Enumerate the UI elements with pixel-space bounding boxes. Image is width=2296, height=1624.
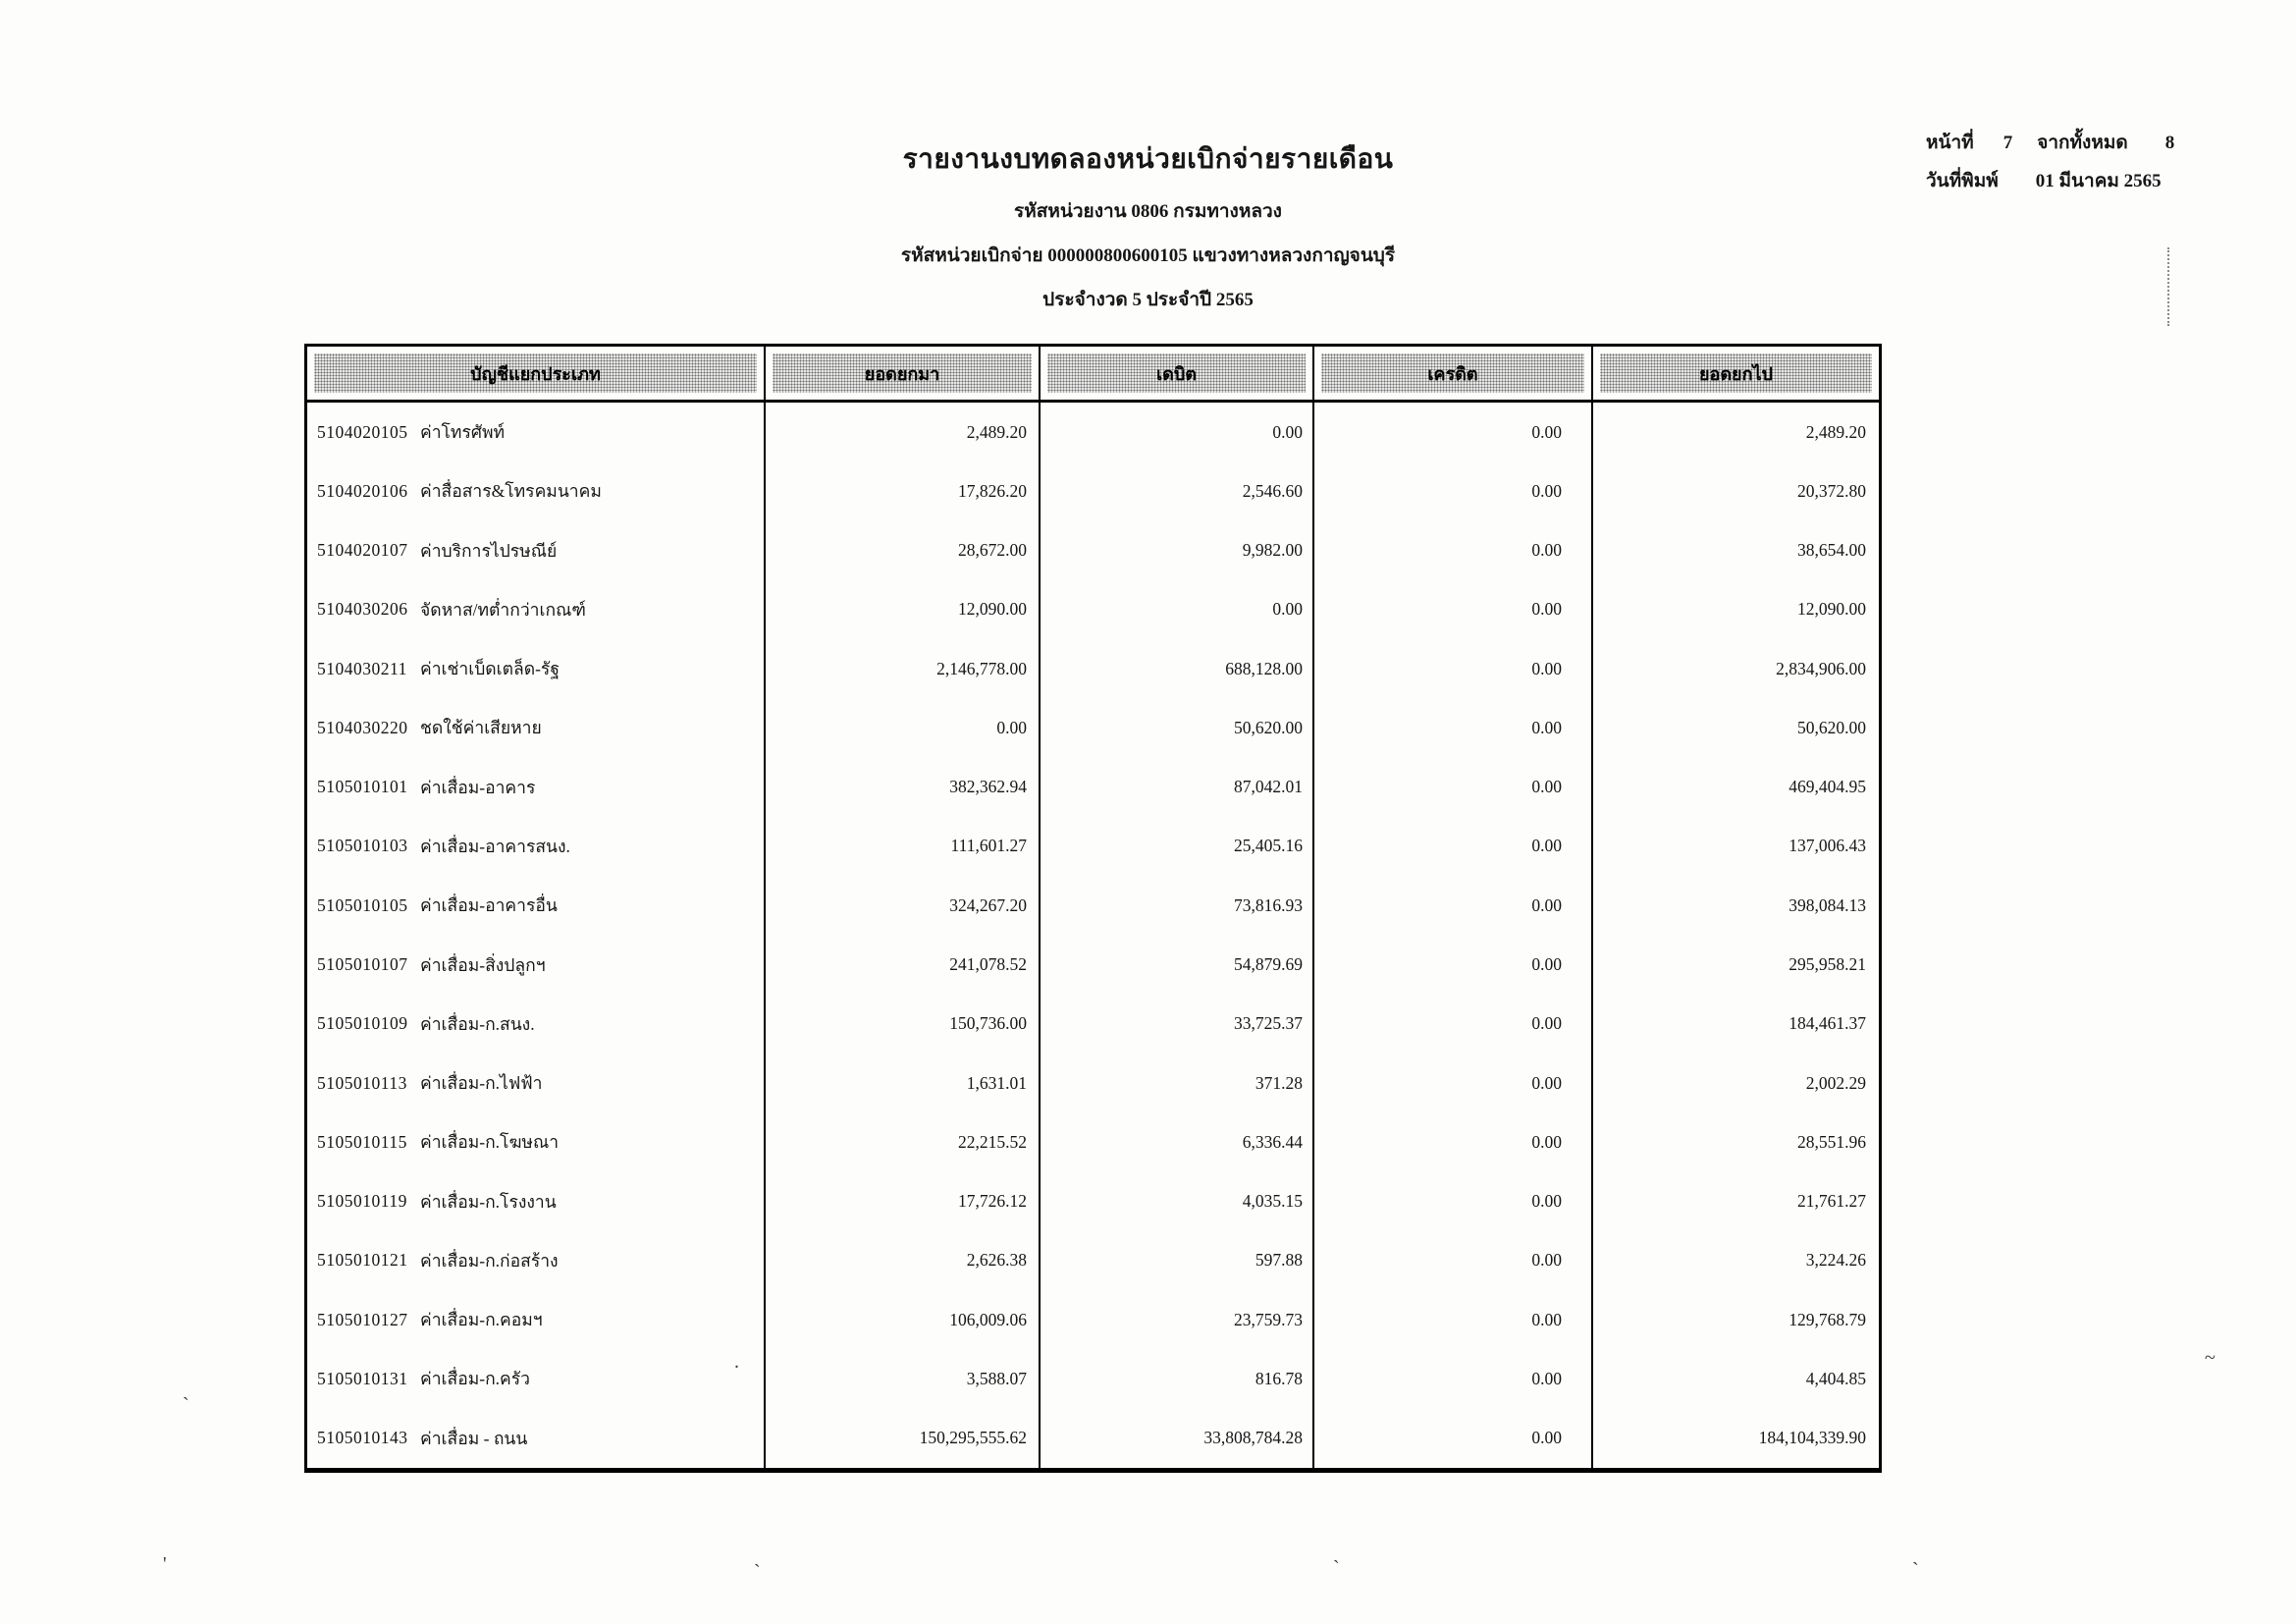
credit-cell: 0.00 (1314, 1290, 1593, 1349)
table-row (307, 758, 1879, 817)
scan-mark: ` (1333, 1557, 1340, 1579)
account-cell (307, 1409, 766, 1468)
debit-cell: 371.28 (1041, 1054, 1314, 1112)
header-cell-balance-bf (766, 347, 1041, 400)
account-code: 5105010105 (317, 894, 408, 915)
credit-cell: 0.00 (1314, 461, 1593, 520)
balance-carried-forward-cell: 2,489.20 (1805, 421, 1866, 442)
debit-cell: 0.00 (1041, 580, 1314, 639)
scan-mark: ' (163, 1553, 167, 1575)
balance-carried-forward-cell: 137,006.43 (1789, 836, 1866, 856)
debit-cell: 73,816.93 (1041, 876, 1314, 935)
account-name: ค่าเสื่อม-ก.โฆษณา (420, 1132, 560, 1153)
scan-dotted-edge (2167, 247, 2169, 326)
balance-carried-forward-cell: 398,084.13 (1789, 894, 1866, 915)
table-row (307, 1409, 1879, 1468)
credit-cell: 0.00 (1314, 1349, 1593, 1408)
balance-carried-forward-cell: 3,224.26 (1805, 1250, 1866, 1271)
debit-cell: 50,620.00 (1041, 698, 1314, 757)
account-name: ค่าเสื่อม-ก.คอมฯ (420, 1310, 543, 1330)
table-row (307, 521, 1879, 580)
credit-cell: 0.00 (1314, 1409, 1593, 1468)
account-cell (307, 876, 766, 935)
balance-brought-forward-cell: 28,672.00 (766, 521, 1041, 580)
credit-cell: 0.00 (1314, 521, 1593, 580)
balance-brought-forward-cell: 3,588.07 (766, 1349, 1041, 1408)
balance-brought-forward-cell: 17,826.20 (766, 461, 1041, 520)
table-body (304, 403, 1882, 1473)
debit-cell: 87,042.01 (1041, 758, 1314, 817)
balance-brought-forward-cell: 324,267.20 (766, 876, 1041, 935)
table-row (307, 1112, 1879, 1171)
account-name: ค่าเช่าเบ็ดเตล็ด-รัฐ (420, 659, 560, 679)
credit-cell: 0.00 (1314, 403, 1593, 461)
period-line: ประจำงวด 5 ประจำปี 2565 (1042, 290, 1254, 310)
account-code: 5104020107 (317, 540, 408, 561)
account-name: จัดหาส/ทต่ำกว่าเกณฑ์ (420, 599, 586, 620)
account-cell (307, 639, 766, 698)
balance-brought-forward-cell: 12,090.00 (766, 580, 1041, 639)
debit-cell: 33,725.37 (1041, 995, 1314, 1054)
account-name: ค่าสื่อสาร&โทรคมนาคม (420, 481, 602, 502)
total-pages: 8 (2164, 133, 2175, 153)
table-row (307, 698, 1879, 757)
account-name: ค่าเสื่อม-อาคารสนง. (420, 836, 570, 856)
balance-carried-forward-cell: 2,834,906.00 (1776, 658, 1866, 678)
print-date-row (1926, 166, 2174, 195)
account-cell (307, 1171, 766, 1230)
agency-code-line: รหัสหน่วยงาน 0806 กรมทางหลวง (1014, 201, 1282, 222)
scan-mark: . (734, 1351, 739, 1373)
balance-brought-forward-cell: 150,736.00 (766, 995, 1041, 1054)
balance-brought-forward-cell: 106,009.06 (766, 1290, 1041, 1349)
account-name: ค่าเสื่อม-อาคารอื่น (420, 895, 558, 916)
table-row (307, 1171, 1879, 1230)
header-cell-debit (1041, 347, 1314, 400)
print-info-block (1926, 128, 2174, 204)
account-cell (307, 580, 766, 639)
balance-carried-forward-cell: 184,461.37 (1789, 1013, 1866, 1034)
credit-cell: 0.00 (1314, 935, 1593, 994)
credit-cell: 0.00 (1314, 1171, 1593, 1230)
balance-carried-forward-cell: 28,551.96 (1797, 1131, 1866, 1152)
debit-cell: 816.78 (1041, 1349, 1314, 1408)
account-name: ค่าเสื่อม-ก.ก่อสร้าง (420, 1250, 559, 1271)
account-code: 5104020106 (317, 480, 408, 501)
credit-cell: 0.00 (1314, 758, 1593, 817)
credit-cell: 0.00 (1314, 1054, 1593, 1112)
balance-brought-forward-cell: 382,362.94 (766, 758, 1041, 817)
account-name: ค่าเสื่อม-ก.ครัว (420, 1369, 530, 1389)
page-number-row (1926, 128, 2174, 157)
header-label-credit: เครดิต (1321, 353, 1584, 393)
account-code: 5105010109 (317, 1013, 408, 1034)
credit-cell: 0.00 (1314, 1231, 1593, 1290)
of-label: จากทั้งหมด (2037, 133, 2128, 153)
table-row (307, 461, 1879, 520)
account-code: 5105010101 (317, 777, 408, 797)
account-code: 5105010131 (317, 1368, 408, 1388)
debit-cell: 25,405.16 (1041, 817, 1314, 876)
table-row (307, 1054, 1879, 1112)
debit-cell: 0.00 (1041, 403, 1314, 461)
page-number: 7 (2002, 133, 2013, 153)
credit-cell: 0.00 (1314, 817, 1593, 876)
account-cell (307, 935, 766, 994)
balance-carried-forward-cell: 12,090.00 (1797, 599, 1866, 620)
account-code: 5105010119 (317, 1191, 407, 1212)
account-name: ชดใช้ค่าเสียหาย (420, 718, 542, 738)
credit-cell: 0.00 (1314, 995, 1593, 1054)
account-cell (307, 817, 766, 876)
table-row (307, 403, 1879, 461)
table-row (307, 1349, 1879, 1408)
balance-brought-forward-cell: 22,215.52 (766, 1112, 1041, 1171)
disbursement-unit-line: รหัสหน่วยเบิกจ่าย 000000800600105 แขวงทางหลวงกาญจนบุรี (900, 245, 1396, 266)
account-code: 5105010143 (317, 1428, 408, 1448)
balance-carried-forward-cell: 4,404.85 (1805, 1368, 1866, 1388)
account-name: ค่าเสื่อม-สิ่งปลูกฯ (420, 954, 546, 975)
account-name: ค่าเสื่อม-อาคาร (420, 777, 536, 797)
account-cell (307, 1054, 766, 1112)
account-cell (307, 1231, 766, 1290)
account-code: 5104030220 (317, 717, 408, 737)
debit-cell: 9,982.00 (1041, 521, 1314, 580)
table-header-row (304, 344, 1882, 403)
trial-balance-table (304, 344, 1882, 1473)
balance-carried-forward-cell: 21,761.27 (1797, 1191, 1866, 1212)
account-cell (307, 1290, 766, 1349)
scan-mark: ` (1912, 1559, 1919, 1581)
balance-brought-forward-cell: 0.00 (766, 698, 1041, 757)
account-name: ค่าเสื่อม - ถนน (420, 1428, 528, 1448)
debit-cell: 688,128.00 (1041, 639, 1314, 698)
debit-cell: 54,879.69 (1041, 935, 1314, 994)
balance-carried-forward-cell: 20,372.80 (1797, 480, 1866, 501)
balance-brought-forward-cell: 2,489.20 (766, 403, 1041, 461)
credit-cell: 0.00 (1314, 1112, 1593, 1171)
account-name: ค่าบริการไปรษณีย์ (420, 540, 558, 561)
account-code: 5105010115 (317, 1131, 407, 1152)
balance-brought-forward-cell: 241,078.52 (766, 935, 1041, 994)
account-cell (307, 1112, 766, 1171)
credit-cell: 0.00 (1314, 639, 1593, 698)
debit-cell: 597.88 (1041, 1231, 1314, 1290)
table-row (307, 580, 1879, 639)
credit-cell: 0.00 (1314, 876, 1593, 935)
balance-carried-forward-cell: 50,620.00 (1797, 717, 1866, 737)
account-code: 5104020105 (317, 421, 408, 442)
header-label-balance-cf: ยอดยกไป (1600, 353, 1872, 393)
table-row (307, 1290, 1879, 1349)
debit-cell: 6,336.44 (1041, 1112, 1314, 1171)
credit-cell: 0.00 (1314, 698, 1593, 757)
scan-mark: ` (754, 1561, 761, 1583)
account-code: 5105010127 (317, 1309, 408, 1329)
account-code: 5104030211 (317, 658, 407, 678)
account-code: 5104030206 (317, 599, 408, 620)
header-label-debit: เดบิต (1047, 353, 1306, 393)
account-code: 5105010121 (317, 1250, 408, 1271)
account-cell (307, 521, 766, 580)
header-label-account: บัญชีแยกประเภท (314, 353, 757, 393)
table-row (307, 639, 1879, 698)
table-row (307, 935, 1879, 994)
balance-carried-forward-cell: 38,654.00 (1797, 540, 1866, 561)
scan-mark: ~ (2205, 1347, 2216, 1369)
balance-carried-forward-cell: 469,404.95 (1789, 777, 1866, 797)
account-name: ค่าโทรศัพท์ (420, 422, 506, 443)
page-title: รายงานงบทดลองหน่วยเบิกจ่ายรายเดือน (902, 144, 1394, 175)
table-row (307, 876, 1879, 935)
account-cell (307, 995, 766, 1054)
debit-cell: 23,759.73 (1041, 1290, 1314, 1349)
account-cell (307, 403, 766, 461)
account-cell (307, 1349, 766, 1408)
header-cell-account (307, 347, 766, 400)
credit-cell: 0.00 (1314, 580, 1593, 639)
balance-brought-forward-cell: 111,601.27 (766, 817, 1041, 876)
account-cell (307, 758, 766, 817)
table-row (307, 1231, 1879, 1290)
balance-brought-forward-cell: 1,631.01 (766, 1054, 1041, 1112)
account-name: ค่าเสื่อม-ก.สนง. (420, 1013, 535, 1034)
header-cell-credit (1314, 347, 1593, 400)
account-name: ค่าเสื่อม-ก.ไฟฟ้า (420, 1073, 543, 1094)
account-cell (307, 461, 766, 520)
account-code: 5105010107 (317, 954, 408, 975)
print-date-label: วันที่พิมพ์ (1926, 171, 1999, 191)
header-label-balance-bf: ยอดยกมา (773, 353, 1032, 393)
table-row (307, 995, 1879, 1054)
balance-carried-forward-cell: 184,104,339.90 (1758, 1428, 1866, 1448)
debit-cell: 4,035.15 (1041, 1171, 1314, 1230)
header-cell-balance-cf (1593, 347, 1879, 400)
account-code: 5105010103 (317, 836, 408, 856)
balance-carried-forward-cell: 295,958.21 (1789, 954, 1866, 975)
balance-brought-forward-cell: 17,726.12 (766, 1171, 1041, 1230)
account-cell (307, 698, 766, 757)
balance-brought-forward-cell: 2,146,778.00 (766, 639, 1041, 698)
balance-brought-forward-cell: 2,626.38 (766, 1231, 1041, 1290)
balance-brought-forward-cell: 150,295,555.62 (766, 1409, 1041, 1468)
scan-mark: ` (183, 1394, 189, 1416)
page-label: หน้าที่ (1926, 133, 1974, 153)
account-name: ค่าเสื่อม-ก.โรงงาน (420, 1191, 557, 1212)
balance-carried-forward-cell: 2,002.29 (1805, 1072, 1866, 1093)
print-date-value: 01 มีนาคม 2565 (2035, 171, 2162, 191)
table-row (307, 817, 1879, 876)
debit-cell: 2,546.60 (1041, 461, 1314, 520)
account-code: 5105010113 (317, 1072, 407, 1093)
debit-cell: 33,808,784.28 (1041, 1409, 1314, 1468)
balance-carried-forward-cell: 129,768.79 (1789, 1309, 1866, 1329)
